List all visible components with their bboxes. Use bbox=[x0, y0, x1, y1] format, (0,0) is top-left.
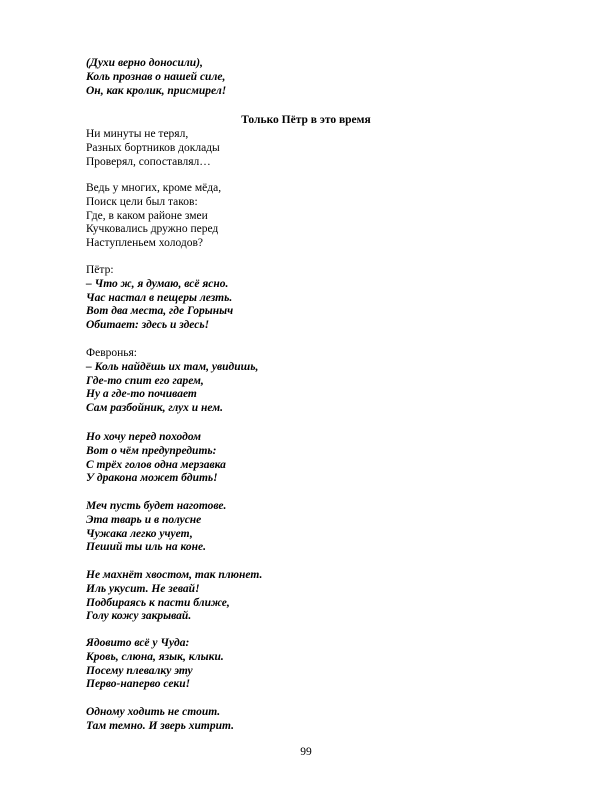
verse-line: С трёх голов одна мерзавка bbox=[86, 458, 226, 471]
stanza-11 bbox=[86, 706, 526, 734]
verse-line: Посему плевалку эту bbox=[86, 664, 193, 677]
verse-line: Перво-наперво секи! bbox=[86, 678, 191, 691]
verse-line: Ну а где-то почивает bbox=[86, 388, 197, 401]
verse-line: – Что ж, я думаю, всё ясно. bbox=[86, 277, 229, 290]
stanza-7 bbox=[86, 431, 526, 486]
verse-line: Одному ходить не стоит. bbox=[86, 706, 221, 718]
verse-line: Кровь, слюна, язык, клыки. bbox=[86, 650, 224, 663]
verse-line: Чужака легко учует, bbox=[86, 527, 193, 540]
verse-line: Где-то спит его гарем, bbox=[86, 374, 204, 387]
verse-line: Поиск цели был таков: bbox=[86, 195, 198, 208]
verse-line: Проверял, сопоставлял… bbox=[86, 155, 211, 168]
verse-line: У дракона может бдить! bbox=[86, 472, 218, 485]
verse-line: Обитает: здесь и здесь! bbox=[86, 319, 210, 332]
verse-line: Кучковались дружно перед bbox=[86, 223, 219, 236]
verse-line: Пеший ты иль на коне. bbox=[86, 541, 207, 554]
speaker-label: Февронья: bbox=[86, 347, 138, 359]
stanza-8 bbox=[86, 500, 526, 555]
stanza-9 bbox=[86, 569, 526, 624]
stanza-6 bbox=[86, 347, 526, 416]
stanza-5 bbox=[86, 264, 526, 333]
stanza-1 bbox=[86, 57, 526, 98]
verse-line: Иль укусит. Не зевай! bbox=[86, 582, 200, 595]
speaker-label: Пётр: bbox=[86, 264, 114, 276]
verse-line: Но хочу перед походом bbox=[86, 431, 202, 443]
verse-line: Голу кожу закрывай. bbox=[86, 610, 192, 623]
stanza-4 bbox=[86, 182, 526, 251]
verse-line: Эта тварь и в полусне bbox=[86, 513, 202, 526]
verse-line: Разных бортников доклады bbox=[86, 141, 220, 154]
verse-line: Он, как кролик, присмирел! bbox=[86, 84, 227, 97]
verse-line: – Коль найдёшь их там, увидишь, bbox=[86, 360, 259, 373]
verse-line: Там темно. И зверь хитрит. bbox=[86, 719, 234, 732]
verse-line: Час настал в пещеры лезть. bbox=[86, 291, 233, 304]
verse-line: Сам разбойник, глух и нем. bbox=[86, 402, 223, 415]
verse-line: Вот два места, где Горыныч bbox=[86, 305, 234, 318]
page-number: 99 bbox=[300, 746, 312, 758]
verse-line: Ведь у многих, кроме мёда, bbox=[86, 182, 222, 194]
verse-line: (Духи верно доносили), bbox=[86, 57, 203, 69]
verse-line: Где, в каком районе змеи bbox=[86, 209, 208, 222]
verse-line: Не махнёт хвостом, так плюнет. bbox=[86, 569, 263, 581]
stanza-10 bbox=[86, 637, 526, 692]
verse-line: Коль прознав о нашей силе, bbox=[86, 70, 226, 83]
verse-line: Ядовито всё у Чуда: bbox=[86, 637, 190, 649]
verse-line: Подбираясь к пасти ближе, bbox=[86, 596, 230, 609]
verse-line: Вот о чём предупредить: bbox=[86, 444, 217, 457]
section-heading: Только Пётр в это время bbox=[241, 114, 371, 126]
verse-line: Наступленьем холодов? bbox=[86, 237, 203, 250]
verse-line: Меч пусть будет наготове. bbox=[86, 500, 227, 512]
verse-line: Ни минуты не терял, bbox=[86, 128, 189, 140]
stanza-3 bbox=[86, 128, 526, 169]
